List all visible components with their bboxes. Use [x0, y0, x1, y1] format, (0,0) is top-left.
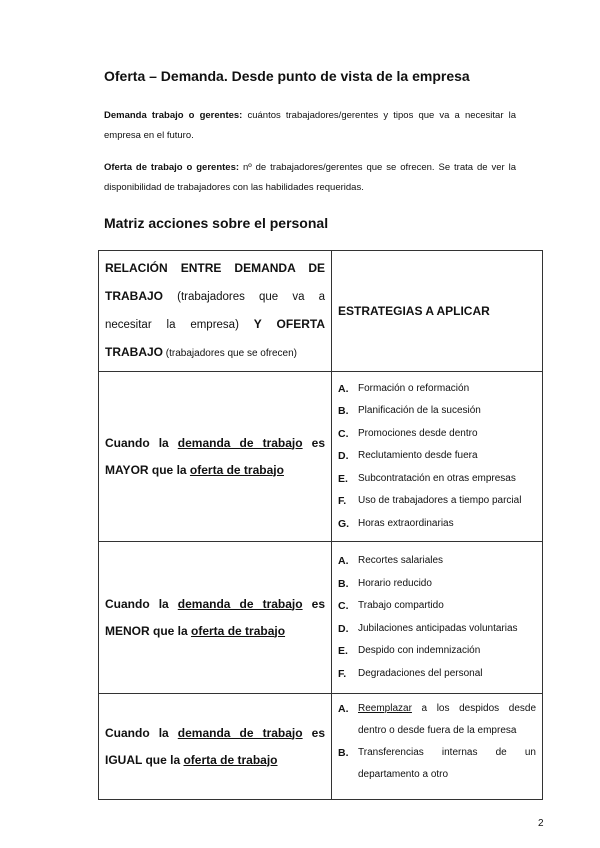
condition-cell: [99, 372, 332, 542]
item-letter: D.: [338, 450, 349, 463]
demanda-text: cuántos trabajadores/gerentes y tipos que va a necesitar la empresa en el futuro.: [104, 110, 517, 141]
list-item: [338, 513, 536, 536]
condition-mid: es MAYOR que la: [105, 435, 325, 477]
item-text: Promociones desde dentro: [358, 427, 478, 439]
item-text: Trabajo compartido: [358, 600, 444, 611]
condition-mid: es MENOR que la: [105, 596, 325, 638]
condition-mid: es IGUAL que la: [105, 725, 325, 767]
demanda-paragraph: [104, 106, 516, 146]
condition-cell: [99, 694, 332, 800]
item-text: Transferencias internas de un departamento a otro: [358, 747, 536, 780]
header-offer-note: (trabajadores que se ofrecen): [163, 348, 297, 359]
list-item: [338, 490, 536, 513]
condition-text: [105, 591, 325, 645]
item-underlined-text: Reemplazar: [358, 703, 412, 714]
actions-matrix-table: [98, 250, 543, 800]
condition-pre: Cuando la: [105, 725, 178, 740]
strategies-list: [338, 550, 536, 685]
item-text: Despido con indemnización: [358, 645, 481, 656]
item-letter: D.: [338, 622, 349, 635]
list-item: [338, 698, 536, 742]
offer-term: oferta de trabajo: [189, 462, 284, 477]
list-item: [338, 550, 536, 573]
item-letter: A.: [338, 703, 349, 715]
list-item: [338, 445, 536, 468]
item-text: Jubilaciones anticipadas voluntarias: [358, 622, 518, 634]
item-text: a los despidos desde dentro o desde fuera de la empresa: [358, 703, 536, 736]
strategies-header: ESTRATEGIAS A APLICAR: [338, 304, 490, 318]
item-text: Planificación de la sucesión: [358, 405, 481, 417]
item-letter: G.: [338, 517, 350, 530]
strategies-cell: [332, 542, 543, 694]
header-relation-text: RELACIÓN ENTRE DEMANDA DE TRABAJO: [105, 261, 325, 303]
strategies-list: [338, 698, 536, 786]
offer-term: oferta de trabajo: [183, 752, 278, 767]
matrix-title: Matriz acciones sobre el personal: [104, 215, 329, 231]
oferta-paragraph: [104, 158, 516, 198]
strategies-cell: [332, 694, 543, 800]
list-item: [338, 400, 536, 423]
list-item: [338, 618, 536, 641]
item-text: Subcontratación en otras empresas: [358, 472, 516, 484]
header-left-text: [105, 255, 325, 367]
strategies-cell: [332, 372, 543, 542]
list-item: [338, 640, 536, 663]
item-letter: B.: [338, 405, 349, 418]
condition-pre: Cuando la: [105, 435, 178, 450]
header-left-cell: [99, 251, 332, 372]
list-item: [338, 742, 536, 786]
list-item: [338, 378, 536, 401]
table-row: [99, 542, 543, 694]
item-letter: C.: [338, 427, 349, 440]
demand-term: demanda de trabajo: [177, 725, 303, 740]
item-letter: B.: [338, 747, 349, 759]
list-item: [338, 595, 536, 618]
demand-term: demanda de trabajo: [177, 435, 303, 450]
page-title: Oferta – Demanda. Desde punto de vista de la empresa: [104, 68, 470, 84]
item-letter: A.: [338, 382, 349, 395]
list-item: [338, 423, 536, 446]
item-letter: C.: [338, 600, 349, 612]
header-right-cell: [332, 251, 543, 372]
item-letter: E.: [338, 645, 348, 657]
offer-term: oferta de trabajo: [191, 623, 286, 638]
list-item: [338, 573, 536, 596]
item-text: Horas extraordinarias: [358, 517, 454, 529]
item-text: Reclutamiento desde fuera: [358, 450, 478, 462]
table-row: [99, 372, 543, 542]
item-text: Horario reducido: [358, 577, 432, 589]
page-number: 2: [538, 818, 544, 829]
item-text: Uso de trabajadores a tiempo parcial: [358, 495, 522, 507]
oferta-text: nº de trabajadores/gerentes que se ofrecen. Se trata de ver la disponibilidad de trabajadores con las habilidades requeridas.: [104, 162, 516, 193]
item-text: Formación o reformación: [358, 382, 470, 394]
condition-text: [105, 430, 325, 484]
item-letter: A.: [338, 555, 349, 567]
item-text: Recortes salariales: [358, 555, 444, 566]
item-text: Degradaciones del personal: [358, 667, 483, 679]
list-item: [338, 663, 536, 686]
item-letter: B.: [338, 577, 349, 590]
demand-term: demanda de trabajo: [177, 596, 303, 611]
item-letter: E.: [338, 472, 348, 485]
item-letter: F.: [338, 667, 347, 680]
condition-cell: [99, 542, 332, 694]
item-letter: F.: [338, 495, 347, 508]
condition-pre: Cuando la: [105, 596, 178, 611]
strategies-list: [338, 378, 536, 536]
list-item: [338, 468, 536, 491]
demanda-label: Demanda trabajo o gerentes:: [104, 110, 243, 121]
table-header-row: [99, 251, 543, 372]
header-offer-text: Y OFERTA TRABAJO: [105, 317, 325, 359]
condition-text: [105, 720, 325, 774]
table-row: [99, 694, 543, 800]
oferta-label: Oferta de trabajo o gerentes:: [104, 162, 240, 173]
header-demand-note: (trabajadores que va a necesitar la empresa): [105, 291, 325, 331]
